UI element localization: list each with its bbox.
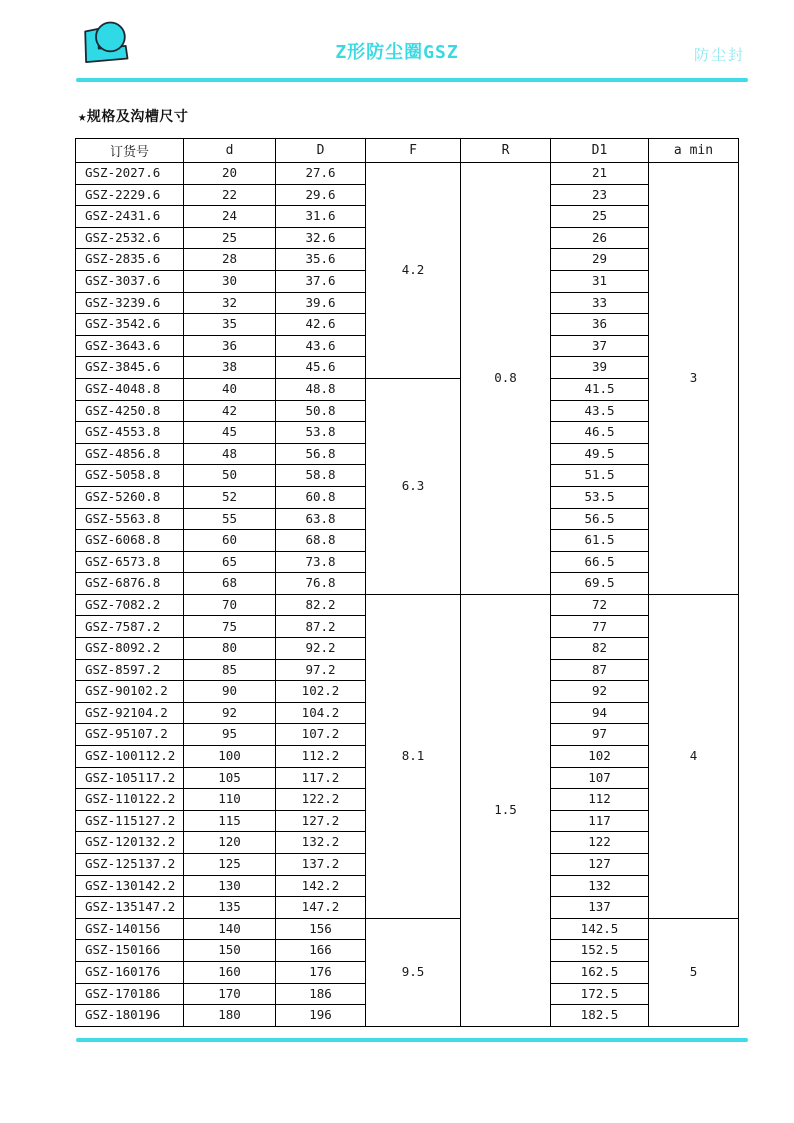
cell-order-code: GSZ-92104.2 <box>76 702 184 724</box>
cell-order-code: GSZ-4856.8 <box>76 443 184 465</box>
cell-outer-D: 112.2 <box>276 746 366 768</box>
cell-order-code: GSZ-100112.2 <box>76 746 184 768</box>
section-title: ★规格及沟槽尺寸 <box>78 109 189 125</box>
cell-shaft-d: 50 <box>184 465 276 487</box>
cell-outer-D: 97.2 <box>276 659 366 681</box>
cell-shaft-d: 100 <box>184 746 276 768</box>
cell-F-merged: 8.1 <box>366 594 461 918</box>
cell-D1: 122 <box>551 832 649 854</box>
cell-D1: 66.5 <box>551 551 649 573</box>
corner-category-label: 防尘封 <box>693 46 745 64</box>
cell-outer-D: 107.2 <box>276 724 366 746</box>
cell-shaft-d: 80 <box>184 638 276 660</box>
cell-outer-D: 176 <box>276 961 366 983</box>
cell-outer-D: 117.2 <box>276 767 366 789</box>
cell-shaft-d: 36 <box>184 335 276 357</box>
cell-D1: 49.5 <box>551 443 649 465</box>
cell-shaft-d: 55 <box>184 508 276 530</box>
cell-outer-D: 48.8 <box>276 378 366 400</box>
cell-D1: 37 <box>551 335 649 357</box>
cell-order-code: GSZ-125137.2 <box>76 854 184 876</box>
cell-outer-D: 186 <box>276 983 366 1005</box>
cell-shaft-d: 85 <box>184 659 276 681</box>
cell-order-code: GSZ-6068.8 <box>76 530 184 552</box>
table-row <box>76 594 739 616</box>
cell-order-code: GSZ-7082.2 <box>76 594 184 616</box>
cell-order-code: GSZ-8597.2 <box>76 659 184 681</box>
cell-order-code: GSZ-3239.6 <box>76 292 184 314</box>
cell-shaft-d: 28 <box>184 249 276 271</box>
cell-D1: 112 <box>551 789 649 811</box>
cell-order-code: GSZ-150166 <box>76 940 184 962</box>
cell-D1: 43.5 <box>551 400 649 422</box>
cell-shaft-d: 24 <box>184 206 276 228</box>
cell-outer-D: 58.8 <box>276 465 366 487</box>
table-row <box>76 378 739 400</box>
cell-outer-D: 39.6 <box>276 292 366 314</box>
cell-outer-D: 73.8 <box>276 551 366 573</box>
table-row <box>76 163 739 185</box>
cell-shaft-d: 115 <box>184 810 276 832</box>
column-header: 订货号 <box>76 139 184 163</box>
cell-order-code: GSZ-160176 <box>76 961 184 983</box>
cell-outer-D: 156 <box>276 918 366 940</box>
cell-D1: 97 <box>551 724 649 746</box>
cell-D1: 33 <box>551 292 649 314</box>
cell-order-code: GSZ-6876.8 <box>76 573 184 595</box>
cell-a-min-merged: 3 <box>649 163 739 595</box>
header-rule <box>76 78 748 82</box>
cell-order-code: GSZ-95107.2 <box>76 724 184 746</box>
cell-outer-D: 43.6 <box>276 335 366 357</box>
cell-order-code: GSZ-5260.8 <box>76 486 184 508</box>
cell-shaft-d: 48 <box>184 443 276 465</box>
spec-table <box>75 138 739 1027</box>
cell-outer-D: 122.2 <box>276 789 366 811</box>
page-title: Z形防尘圈GSZ <box>335 42 459 63</box>
cell-F-merged: 6.3 <box>366 378 461 594</box>
column-header: D1 <box>551 139 649 163</box>
cell-D1: 82 <box>551 638 649 660</box>
cell-shaft-d: 70 <box>184 594 276 616</box>
column-header: d <box>184 139 276 163</box>
cell-outer-D: 196 <box>276 1005 366 1027</box>
cell-shaft-d: 90 <box>184 681 276 703</box>
cell-D1: 102 <box>551 746 649 768</box>
cell-D1: 36 <box>551 314 649 336</box>
cell-F-merged: 9.5 <box>366 918 461 1026</box>
column-header: F <box>366 139 461 163</box>
cell-outer-D: 31.6 <box>276 206 366 228</box>
cell-D1: 77 <box>551 616 649 638</box>
column-header: R <box>461 139 551 163</box>
cell-D1: 21 <box>551 163 649 185</box>
cell-shaft-d: 135 <box>184 897 276 919</box>
cell-order-code: GSZ-110122.2 <box>76 789 184 811</box>
cell-order-code: GSZ-170186 <box>76 983 184 1005</box>
cell-outer-D: 37.6 <box>276 270 366 292</box>
cell-outer-D: 60.8 <box>276 486 366 508</box>
cell-D1: 56.5 <box>551 508 649 530</box>
cell-D1: 72 <box>551 594 649 616</box>
cell-order-code: GSZ-5563.8 <box>76 508 184 530</box>
cell-D1: 107 <box>551 767 649 789</box>
cell-shaft-d: 35 <box>184 314 276 336</box>
cell-D1: 69.5 <box>551 573 649 595</box>
cell-outer-D: 29.6 <box>276 184 366 206</box>
cell-order-code: GSZ-8092.2 <box>76 638 184 660</box>
cell-a-min-merged: 5 <box>649 918 739 1026</box>
cell-order-code: GSZ-4553.8 <box>76 422 184 444</box>
cell-order-code: GSZ-120132.2 <box>76 832 184 854</box>
cell-D1: 142.5 <box>551 918 649 940</box>
cell-outer-D: 45.6 <box>276 357 366 379</box>
cell-outer-D: 32.6 <box>276 227 366 249</box>
cell-shaft-d: 40 <box>184 378 276 400</box>
cell-shaft-d: 180 <box>184 1005 276 1027</box>
cell-shaft-d: 20 <box>184 163 276 185</box>
cell-order-code: GSZ-105117.2 <box>76 767 184 789</box>
cell-order-code: GSZ-2835.6 <box>76 249 184 271</box>
cell-outer-D: 147.2 <box>276 897 366 919</box>
cell-D1: 172.5 <box>551 983 649 1005</box>
cell-shaft-d: 30 <box>184 270 276 292</box>
cell-order-code: GSZ-3037.6 <box>76 270 184 292</box>
cell-shaft-d: 22 <box>184 184 276 206</box>
cell-shaft-d: 68 <box>184 573 276 595</box>
cell-D1: 132 <box>551 875 649 897</box>
cell-shaft-d: 140 <box>184 918 276 940</box>
cell-shaft-d: 170 <box>184 983 276 1005</box>
cell-D1: 53.5 <box>551 486 649 508</box>
cell-shaft-d: 150 <box>184 940 276 962</box>
cell-order-code: GSZ-180196 <box>76 1005 184 1027</box>
cell-shaft-d: 105 <box>184 767 276 789</box>
cell-D1: 182.5 <box>551 1005 649 1027</box>
cell-outer-D: 68.8 <box>276 530 366 552</box>
cell-shaft-d: 25 <box>184 227 276 249</box>
cell-outer-D: 102.2 <box>276 681 366 703</box>
cell-D1: 94 <box>551 702 649 724</box>
cell-D1: 61.5 <box>551 530 649 552</box>
cell-shaft-d: 125 <box>184 854 276 876</box>
cell-D1: 25 <box>551 206 649 228</box>
cell-order-code: GSZ-140156 <box>76 918 184 940</box>
cell-shaft-d: 45 <box>184 422 276 444</box>
cell-order-code: GSZ-2532.6 <box>76 227 184 249</box>
cell-outer-D: 42.6 <box>276 314 366 336</box>
cell-shaft-d: 60 <box>184 530 276 552</box>
cell-order-code: GSZ-4250.8 <box>76 400 184 422</box>
cell-order-code: GSZ-3643.6 <box>76 335 184 357</box>
cell-outer-D: 82.2 <box>276 594 366 616</box>
cell-outer-D: 132.2 <box>276 832 366 854</box>
cell-order-code: GSZ-3845.6 <box>76 357 184 379</box>
cell-outer-D: 53.8 <box>276 422 366 444</box>
cell-outer-D: 87.2 <box>276 616 366 638</box>
cell-a-min-merged: 4 <box>649 594 739 918</box>
cell-shaft-d: 120 <box>184 832 276 854</box>
cell-order-code: GSZ-3542.6 <box>76 314 184 336</box>
cell-order-code: GSZ-90102.2 <box>76 681 184 703</box>
cell-D1: 46.5 <box>551 422 649 444</box>
cell-shaft-d: 52 <box>184 486 276 508</box>
cell-order-code: GSZ-130142.2 <box>76 875 184 897</box>
cell-outer-D: 137.2 <box>276 854 366 876</box>
cell-shaft-d: 160 <box>184 961 276 983</box>
cell-shaft-d: 110 <box>184 789 276 811</box>
cell-outer-D: 35.6 <box>276 249 366 271</box>
cell-D1: 117 <box>551 810 649 832</box>
cell-shaft-d: 92 <box>184 702 276 724</box>
cell-order-code: GSZ-135147.2 <box>76 897 184 919</box>
cell-D1: 137 <box>551 897 649 919</box>
cell-order-code: GSZ-2027.6 <box>76 163 184 185</box>
cell-shaft-d: 75 <box>184 616 276 638</box>
cell-order-code: GSZ-6573.8 <box>76 551 184 573</box>
cell-F-merged: 4.2 <box>366 163 461 379</box>
cell-D1: 23 <box>551 184 649 206</box>
cell-order-code: GSZ-4048.8 <box>76 378 184 400</box>
column-header: D <box>276 139 366 163</box>
cell-D1: 152.5 <box>551 940 649 962</box>
cell-R-merged: 1.5 <box>461 594 551 1026</box>
cell-D1: 92 <box>551 681 649 703</box>
cell-outer-D: 63.8 <box>276 508 366 530</box>
cell-D1: 162.5 <box>551 961 649 983</box>
cell-shaft-d: 65 <box>184 551 276 573</box>
cell-outer-D: 76.8 <box>276 573 366 595</box>
cell-shaft-d: 32 <box>184 292 276 314</box>
cell-shaft-d: 38 <box>184 357 276 379</box>
footer-rule <box>76 1038 748 1042</box>
cell-order-code: GSZ-115127.2 <box>76 810 184 832</box>
cell-D1: 41.5 <box>551 378 649 400</box>
cell-outer-D: 27.6 <box>276 163 366 185</box>
cell-shaft-d: 130 <box>184 875 276 897</box>
cell-D1: 29 <box>551 249 649 271</box>
cell-shaft-d: 95 <box>184 724 276 746</box>
cell-D1: 39 <box>551 357 649 379</box>
cell-D1: 87 <box>551 659 649 681</box>
cell-D1: 51.5 <box>551 465 649 487</box>
column-header: a min <box>649 139 739 163</box>
cell-outer-D: 166 <box>276 940 366 962</box>
cell-D1: 26 <box>551 227 649 249</box>
cell-outer-D: 50.8 <box>276 400 366 422</box>
table-header-row <box>76 139 739 163</box>
cell-order-code: GSZ-2229.6 <box>76 184 184 206</box>
cell-outer-D: 92.2 <box>276 638 366 660</box>
cell-D1: 31 <box>551 270 649 292</box>
cell-order-code: GSZ-2431.6 <box>76 206 184 228</box>
cell-D1: 127 <box>551 854 649 876</box>
cell-outer-D: 56.8 <box>276 443 366 465</box>
cell-order-code: GSZ-7587.2 <box>76 616 184 638</box>
cell-order-code: GSZ-5058.8 <box>76 465 184 487</box>
cell-outer-D: 142.2 <box>276 875 366 897</box>
cell-shaft-d: 42 <box>184 400 276 422</box>
cell-R-merged: 0.8 <box>461 163 551 595</box>
cell-outer-D: 127.2 <box>276 810 366 832</box>
table-row <box>76 918 739 940</box>
cell-outer-D: 104.2 <box>276 702 366 724</box>
